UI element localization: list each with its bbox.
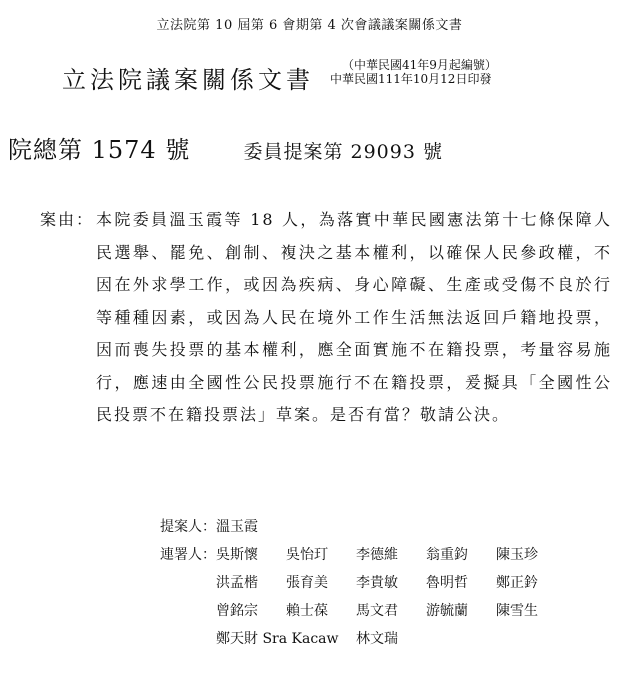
proposer-label: 提案人： bbox=[160, 519, 216, 535]
cosigner-name: 李貴敏 bbox=[356, 575, 398, 591]
case-text: 本院委員溫玉霞等 18 人，為落實中華民國憲法第十七條保障人民選舉、罷免、創制、複決之基本權利，以確保人民參政權，不因在外求學工作，或因為疾病、身心障礙、生產或受傷不良於行等種種因素，或因為人民在境外工作生活無法返回戶籍地投票，因而喪失投票的基本權利，應全面實施不在籍投票，考量容易施行，應速由全國性公民投票施行不在籍投票，爰擬具「全國性公民投票不在籍投票法」草案。是否有當？敬請公決。 bbox=[96, 210, 612, 424]
cosigner-name: 魯明哲 bbox=[426, 575, 468, 591]
cosigner-name: 游毓蘭 bbox=[426, 603, 468, 619]
signatories bbox=[160, 512, 566, 652]
bill-numbers bbox=[8, 130, 443, 165]
cosigner-name: 吳怡玎 bbox=[286, 547, 328, 563]
cosigner-row bbox=[160, 624, 566, 652]
yuan-bill-number: 院總第 1574 號 bbox=[8, 136, 191, 164]
case-section bbox=[40, 204, 612, 432]
proposer-row bbox=[160, 512, 566, 540]
cosigner-row bbox=[160, 568, 566, 596]
print-date: 中華民國111年10月12日印發 bbox=[330, 72, 492, 86]
proposer-name: 溫玉霞 bbox=[216, 519, 258, 535]
running-header: 立法院第 10 屆第 6 會期第 4 次會議議案關係文書 bbox=[156, 18, 463, 33]
numbering-since: （中華民國41年9月起編號） bbox=[342, 58, 497, 72]
cosigner-name: 洪孟楷 bbox=[216, 575, 258, 591]
cosigner-name: 賴士葆 bbox=[286, 603, 328, 619]
cosigner-name: 曾銘宗 bbox=[216, 603, 258, 619]
cosigner-row bbox=[160, 596, 566, 624]
document-title: 立法院議案關係文書 bbox=[62, 66, 314, 94]
cosigner-name: 陳玉珍 bbox=[496, 547, 538, 563]
cosigner-name: 翁重鈞 bbox=[426, 547, 468, 563]
cosigner-name: 陳雪生 bbox=[496, 603, 538, 619]
document-meta bbox=[330, 58, 497, 86]
cosigner-name: 吳斯懷 bbox=[216, 547, 258, 563]
cosigner-name: 馬文君 bbox=[356, 603, 398, 619]
cosigner-name: 鄭天財 Sra Kacaw bbox=[216, 631, 339, 647]
case-label: 案由： bbox=[40, 210, 95, 229]
cosigner-name: 鄭正鈐 bbox=[496, 575, 538, 591]
cosigner-label: 連署人： bbox=[160, 547, 216, 563]
cosigner-name: 李德維 bbox=[356, 547, 398, 563]
cosigner-name: 林文瑞 bbox=[356, 631, 398, 647]
member-bill-number: 委員提案第 29093 號 bbox=[243, 141, 443, 163]
cosigner-row bbox=[160, 540, 566, 568]
cosigner-name: 張育美 bbox=[286, 575, 328, 591]
